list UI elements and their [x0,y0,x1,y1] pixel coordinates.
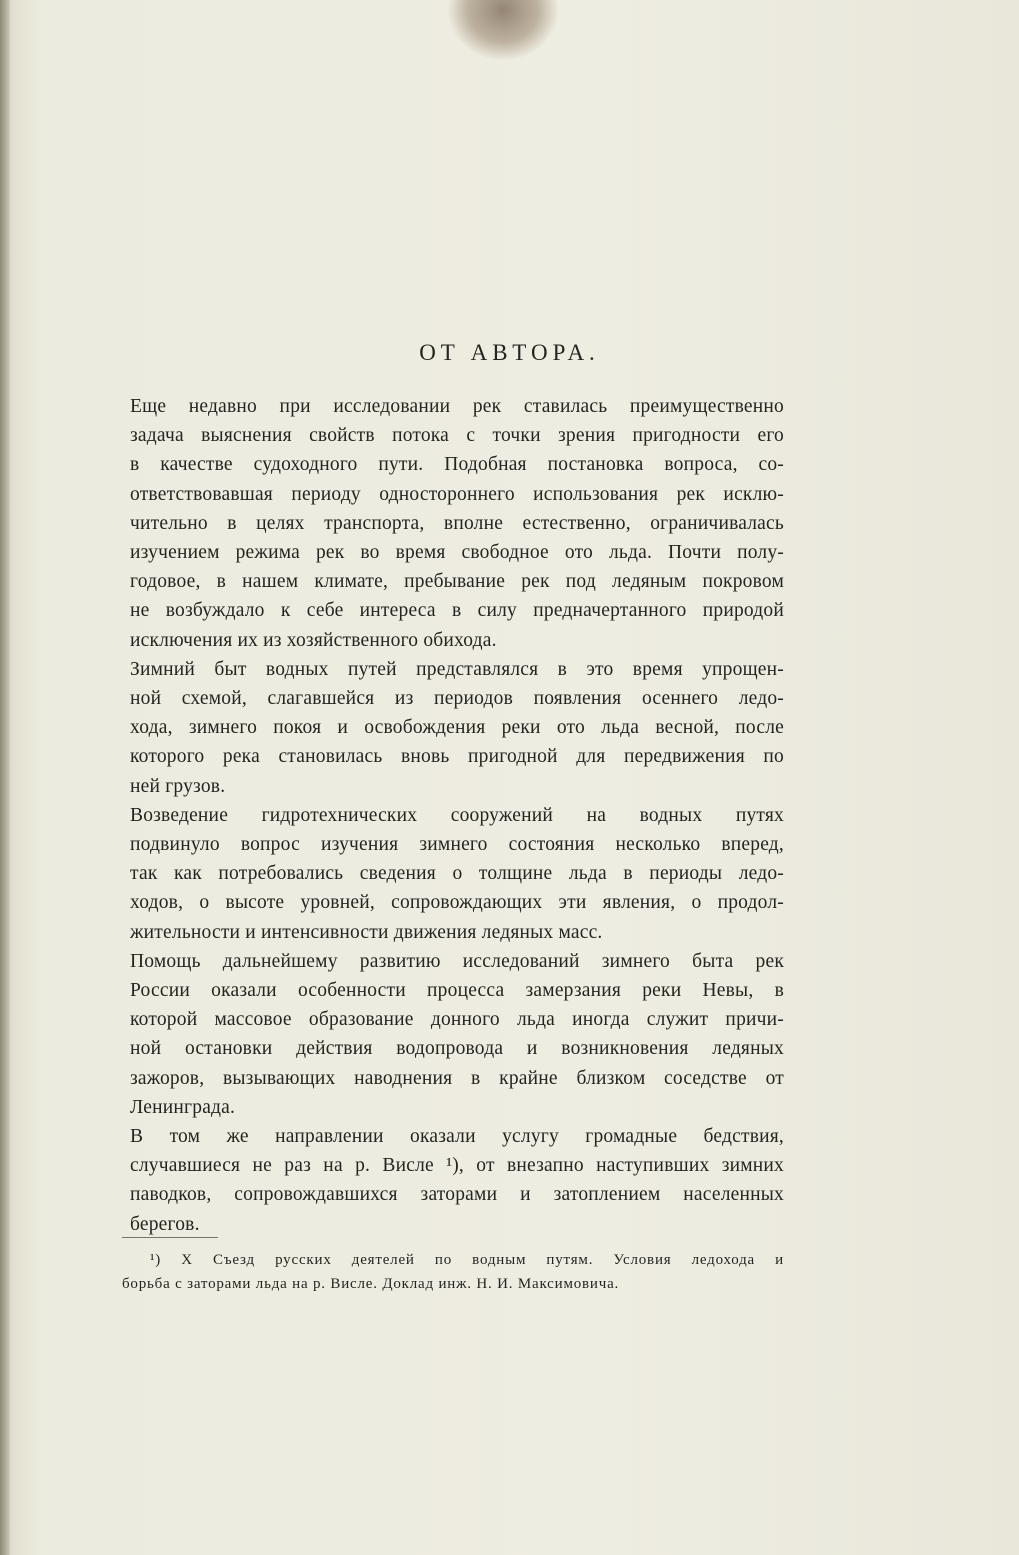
text-line: в качестве судоходного пути. Подобная постановка вопроса, со- [130,454,784,476]
page-binding-edge [0,0,10,1555]
paragraph [122,392,784,655]
text-line: берегов. [130,1213,200,1235]
text-line: не возбуждало к себе интереса в силу предначертанного природой [130,600,784,622]
text-line: В том же направлении оказали услугу громадные бедствия, [130,1126,784,1148]
text-line: случавшиеся не раз на р. Висле ¹), от внезапно наступивших зимних [130,1155,784,1177]
footnote [122,1248,784,1296]
paragraph [122,1122,784,1239]
paragraph [122,655,784,801]
paragraph [122,801,784,947]
text-line: Ленинграда. [130,1096,236,1118]
text-line: Еще недавно при исследовании рек ставилась преимущественно [130,396,784,417]
text-line: так как потребовались сведения о толщине льда в периоды ледо- [130,863,784,885]
text-line: Помощь дальнейшему развитию исследований зимнего быта рек [130,950,784,972]
text-line: изучением режима рек во время свободное ото льда. Почти полу- [130,542,784,564]
text-line: хода, зимнего покоя и освобождения реки ото льда весной, после [130,717,784,739]
text-line: Возведение гидротехнических сооружений на водных путях [130,804,784,826]
paragraph [122,947,784,1122]
text-line: жительности и интенсивности движения ледяных масс. [130,921,603,943]
text-line: Зимний быт водных путей представлялся в это время упрощен- [130,658,784,680]
text-line: годовое, в нашем климате, пребывание рек под ледяным покровом [130,571,784,593]
text-line: подвинуло вопрос изучения зимнего состояния несколько вперед, [130,834,784,856]
text-line: чительно в целях транспорта, вполне естественно, ограничивалась [130,512,784,534]
text-line: России оказали особенности процесса замерзания реки Невы, в [130,980,784,1002]
text-line: ной схемой, слагавшейся из периодов появления осеннего ледо- [130,688,784,710]
text-line: исключения их из хозяйственного обихода. [130,629,497,651]
paper-stain [448,0,558,60]
footnote-line: ¹) X Съезд русских деятелей по водным путям. Условия ледохода и [150,1252,784,1268]
text-line: которой массовое образование донного льда иногда служит причи- [130,1009,784,1031]
text-line: ной остановки действия водопровода и возникновения ледяных [130,1038,784,1060]
text-line: которого река становилась вновь пригодной для передвижения по [130,746,784,768]
footnote-separator [122,1237,218,1238]
text-line: паводков, сопровождавшихся заторами и затоплением населенных [130,1184,784,1206]
text-line: ходов, о высоте уровней, сопровождающих эти явления, о продол- [130,892,784,914]
page-title: ОТ АВТОРА. [419,340,600,365]
text-line: зажоров, вызывающих наводнения в крайне близком соседстве от [130,1067,784,1089]
text-line: задача выяснения свойств потока с точки зрения пригодности его [130,425,784,447]
text-line: ней грузов. [130,775,226,797]
footnote-line: борьба с заторами льда на р. Висле. Доклад инж. Н. И. Максимовича. [122,1276,620,1292]
main-text [122,392,784,1239]
text-line: ответствовавшая периоду одностороннего использования рек исклю- [130,483,784,505]
